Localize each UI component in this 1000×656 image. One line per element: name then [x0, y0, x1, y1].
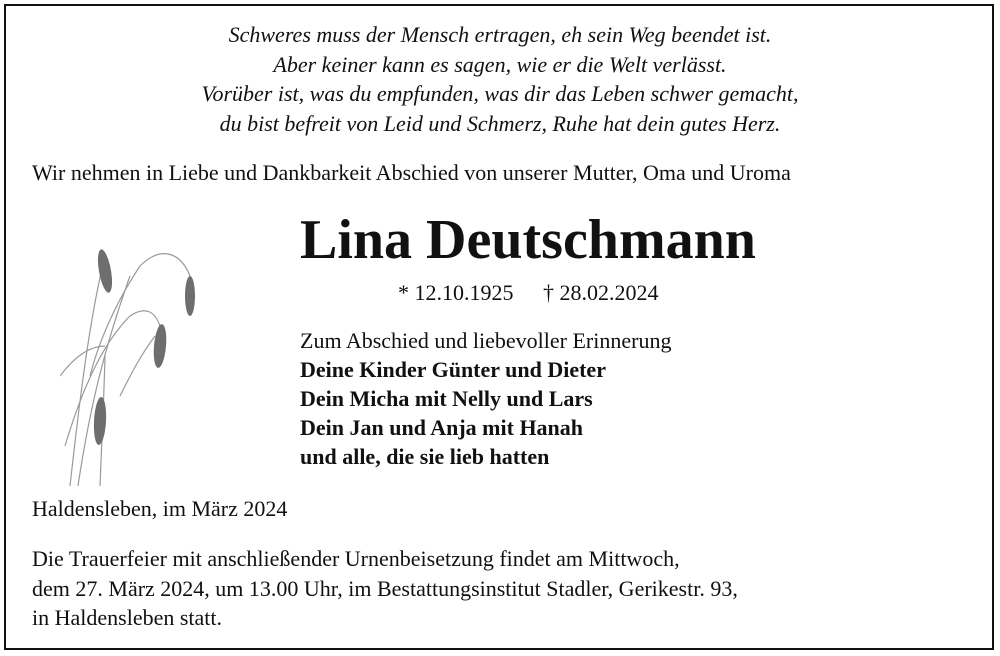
intro-text: Wir nehmen in Liebe und Dankbarkeit Abschied von unserer Mutter, Oma und Uroma	[32, 160, 791, 185]
mourner-line: und alle, die sie lieb hatten	[300, 444, 550, 469]
mourner-line: Dein Micha mit Nelly und Lars	[300, 386, 593, 411]
poem-line: Schweres muss der Mensch ertragen, eh sein Weg beendet ist.	[228, 22, 772, 47]
funeral-line: dem 27. März 2024, um 13.00 Uhr, im Bestattungsinstitut Stadler, Gerikestr. 93,	[32, 575, 738, 601]
poem-line: Vorüber ist, was du empfunden, was dir das Leben schwer gemacht,	[201, 81, 799, 106]
life-dates	[398, 280, 659, 306]
poem	[0, 20, 1000, 138]
place-date: Haldensleben, im März 2024	[32, 496, 288, 521]
poem-line: du bist befreit von Leid und Schmerz, Ruhe hat dein gutes Herz.	[219, 110, 781, 136]
poem-line: Aber keiner kann es sagen, wie er die Welt verlässt.	[273, 51, 727, 77]
mourners-lead: Zum Abschied und liebevoller Erinnerung	[300, 328, 672, 353]
birth-date: * 12.10.1925	[398, 280, 514, 305]
funeral-info	[32, 544, 738, 633]
mourner-line: Dein Jan und Anja mit Hanah	[300, 415, 584, 440]
deceased-name: Lina Deutschmann	[300, 209, 756, 271]
mourners	[300, 326, 671, 471]
mourner-line: Deine Kinder Günter und Dieter	[300, 357, 606, 382]
wheat-icon	[60, 196, 210, 486]
funeral-line: in Haldensleben statt.	[32, 605, 223, 630]
death-date: † 28.02.2024	[543, 280, 659, 305]
funeral-line: Die Trauerfeier mit anschließender Urnenbeisetzung findet am Mittwoch,	[32, 546, 680, 571]
